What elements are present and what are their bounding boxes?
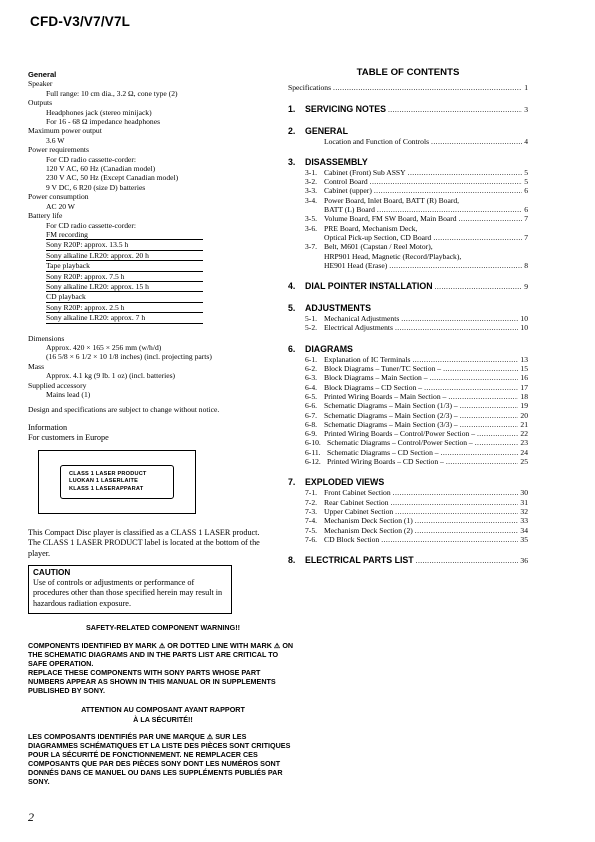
caution-text: Use of controls or adjustments or performance of procedures other than those specified herein may result in hazardous radiation exposure. <box>33 577 223 608</box>
toc-sub-entry[interactable] <box>288 448 528 457</box>
toc-entry-page: 5 <box>524 177 528 187</box>
safety-warning-title-fr: À LA SÉCURITÉ!! <box>133 714 193 724</box>
toc-entry-page: 9 <box>524 282 528 292</box>
toc-sub-label: HE901 Head (Erase) <box>324 260 388 270</box>
toc-entry-page: 7 <box>524 214 528 224</box>
toc-entry-page: 22 <box>520 429 528 439</box>
toc-entry-label: Specifications <box>288 83 332 93</box>
toc-entry-page: 8 <box>524 260 528 270</box>
toc-sub-number: 6-10. <box>305 438 321 448</box>
toc-sub-entry[interactable] <box>288 535 528 544</box>
toc-sub-label: Schematic Diagrams – CD Section – <box>327 447 439 457</box>
battery-row: Sony alkaline LR20: approx. 15 h <box>46 282 203 292</box>
outputs-label: Outputs <box>28 98 53 108</box>
chapter-title: ELECTRICAL PARTS LIST <box>305 555 414 566</box>
toc-sub-label: CD Block Section <box>324 534 380 544</box>
toc-sub-label: Power Board, Inlet Board, BATT (R) Board, <box>324 195 460 205</box>
toc-sub-label: Electrical Adjustments <box>324 323 393 333</box>
toc-sub-entry[interactable] <box>288 438 528 447</box>
battery-life-intro: For CD radio cassette-corder: <box>46 220 137 230</box>
toc-sub-label: Volume Board, FM SW Board, Main Board <box>324 214 457 224</box>
class-statement: This Compact Disc player is classified as a CLASS 1 LASER product. <box>28 527 260 537</box>
toc-sub-entry[interactable] <box>288 168 528 177</box>
europe-subheading: For customers in Europe <box>28 433 109 443</box>
toc-entry-page: 7 <box>524 232 528 242</box>
toc-sub-number: 6-2. <box>305 364 318 374</box>
battery-row: Sony R20P: approx. 13.5 h <box>46 240 203 250</box>
battery-row: Sony R20P: approx. 7.5 h <box>46 272 203 282</box>
toc-chapter-7-items <box>288 488 528 544</box>
power-requirements-line: 230 V AC, 50 Hz (Except Canadian model) <box>46 173 179 183</box>
toc-entry-page: 13 <box>520 354 528 364</box>
toc-sub-number: 6-5. <box>305 391 318 401</box>
power-requirements-line: 9 V DC, 6 R20 (size D) batteries <box>46 182 146 192</box>
toc-chapter-2-items <box>288 137 528 146</box>
toc-chapter-1[interactable] <box>288 104 528 115</box>
toc-sub-number: 6-11. <box>305 447 321 457</box>
safety-warning-title-fr: ATTENTION AU COMPOSANT AYANT RAPPORT <box>81 705 245 715</box>
toc-sub-label: Cabinet (upper) <box>324 186 372 196</box>
toc-entry-page: 6 <box>524 205 528 215</box>
chapter-number: 5. <box>288 303 296 314</box>
toc-sub-entry[interactable] <box>288 498 528 507</box>
toc-sub-label: Printed Wiring Boards – CD Section – <box>327 457 444 467</box>
toc-entry-page: 21 <box>520 419 528 429</box>
speaker-label: Speaker <box>28 79 53 89</box>
toc-sub-number: 3-1. <box>305 167 318 177</box>
laser-label-line: KLASS 1 LASERAPPARAT <box>69 485 144 492</box>
chapter-title: DIAGRAMS <box>305 343 353 354</box>
toc-sub-entry[interactable] <box>288 323 528 332</box>
page-number: 2 <box>28 810 34 824</box>
toc-entry-page: 33 <box>520 516 528 526</box>
toc-entry-page: 35 <box>520 534 528 544</box>
safety-warning-text-fr: LES COMPOSANTS IDENTIFIÉS PAR UNE MARQUE ⚠ SUR LES DIAGRAMMES SCHÉMATIQUES ET LA LISTE DES PIÈCES SONT CRITIQUES POUR LA SÉCURITÉ DE FONCTIONNEMENT. NE REMPLACER CES COMPOSANTS QUE PAR DES PIÈCES SONY DONT LES NUMÉROS SONT DONNÉS DANS CE MANUEL OU DANS LES SUPPLÉMENTS PUBLIÉS PAR SONY. <box>28 732 291 787</box>
safety-warning-text: REPLACE THESE COMPONENTS WITH SONY PARTS WHOSE PART NUMBERS APPEAR AS SHOWN IN THIS MANUAL OR IN SUPPLEMENTS PUBLISHED BY SONY. <box>28 667 276 696</box>
toc-sub-entry[interactable] <box>288 373 528 382</box>
toc-entry-page: 1 <box>524 83 528 93</box>
toc-sub-number: 7-1. <box>305 488 318 498</box>
toc-sub-number: 3-5. <box>305 214 318 224</box>
chapter-number: 4. <box>288 281 296 292</box>
chapter-number: 1. <box>288 103 296 114</box>
toc-sub-number: 7-6. <box>305 534 318 544</box>
toc-sub-entry[interactable] <box>288 186 528 195</box>
laser-label-line: CLASS 1 LASER PRODUCT <box>69 470 147 477</box>
toc-chapter-3[interactable] <box>288 157 528 168</box>
toc-entry-page: 16 <box>520 373 528 383</box>
toc-sub-entry[interactable] <box>288 383 528 392</box>
toc-sub-number: 6-1. <box>305 354 318 364</box>
toc-entry-page: 34 <box>520 525 528 535</box>
power-requirements-line: 120 V AC, 60 Hz (Canadian model) <box>46 164 156 174</box>
toc-sub-label: Location and Function of Controls <box>324 136 430 146</box>
toc-entry-page: 17 <box>520 382 528 392</box>
toc-sub-number: 7-2. <box>305 497 318 507</box>
max-power-value: 3.6 W <box>46 135 65 145</box>
toc-sub-number: 3-7. <box>305 242 318 252</box>
battery-row: FM recording <box>46 230 203 240</box>
toc-sub-label: Mechanism Deck Section (1) <box>324 516 413 526</box>
toc-chapter-2[interactable] <box>288 126 528 137</box>
toc-chapter-5[interactable] <box>288 303 528 314</box>
toc-sub-number: 7-3. <box>305 506 318 516</box>
mass-label: Mass <box>28 361 45 371</box>
toc-chapter-7[interactable] <box>288 477 528 488</box>
chapter-number: 6. <box>288 343 296 354</box>
toc-sub-entry[interactable] <box>288 355 528 364</box>
toc-sub-number: 5-1. <box>305 314 318 324</box>
toc-sub-label: Upper Cabinet Section <box>324 506 394 516</box>
toc-sub-label: Block Diagrams – CD Section – <box>324 382 423 392</box>
toc-sub-entry[interactable] <box>288 364 528 373</box>
toc-entry-page: 25 <box>520 457 528 467</box>
chapter-number: 2. <box>288 125 296 136</box>
toc-sub-label: Schematic Diagrams – Control/Power Section – <box>327 438 473 448</box>
toc-sub-entry[interactable] <box>288 252 528 261</box>
toc-entry-page: 6 <box>524 186 528 196</box>
toc-sub-number: 5-2. <box>305 323 318 333</box>
toc-chapter-8[interactable] <box>288 555 528 566</box>
chapter-title: DISASSEMBLY <box>305 156 368 167</box>
toc-sub-entry[interactable] <box>288 488 528 497</box>
toc-sub-entry[interactable] <box>288 137 528 146</box>
laser-product-label <box>60 465 174 499</box>
toc-sub-label: Printed Wiring Boards – Control/Power Section – <box>324 429 475 439</box>
max-power-label: Maximum power output <box>28 126 102 136</box>
toc-sub-entry[interactable] <box>288 196 528 205</box>
dimensions-line: (16 5/8 × 6 1/2 × 10 1/8 inches) (incl. projecting parts) <box>46 352 212 362</box>
toc-sub-entry[interactable] <box>288 314 528 323</box>
toc-sub-entry[interactable] <box>288 177 528 186</box>
toc-sub-label: HRP901 Head, Magnetic (Record/Playback), <box>324 251 462 261</box>
safety-warning-title: SAFETY-RELATED COMPONENT WARNING!! <box>86 623 240 633</box>
toc-entry-page: 10 <box>520 314 528 324</box>
toc-sub-entry[interactable] <box>288 401 528 410</box>
specifications-column <box>28 70 294 787</box>
toc-sub-entry[interactable] <box>288 526 528 535</box>
information-heading: Information <box>28 422 68 432</box>
label-location-statement: The CLASS 1 LASER PRODUCT label is located at the bottom of the player. <box>28 538 260 558</box>
toc-entry-page: 30 <box>520 488 528 498</box>
toc-entry-page: 23 <box>520 438 528 448</box>
chapter-title: DIAL POINTER INSTALLATION <box>305 281 433 292</box>
model-title: CFD-V3/V7/V7L <box>30 14 131 29</box>
toc-sub-entry[interactable] <box>288 233 528 242</box>
toc-sub-number: 6-9. <box>305 429 318 439</box>
caution-title: CAUTION <box>33 568 71 578</box>
caution-box <box>28 565 232 614</box>
power-consumption-value: AC 20 W <box>46 201 75 211</box>
toc-sub-label: Schematic Diagrams – Main Section (3/3) – <box>324 419 458 429</box>
battery-life-table <box>46 230 203 324</box>
toc-sub-label: Printed Wiring Boards – Main Section – <box>324 391 447 401</box>
toc-chapter-4[interactable] <box>288 281 528 292</box>
toc-sub-entry[interactable] <box>288 392 528 401</box>
chapter-title: ADJUSTMENTS <box>305 303 371 314</box>
toc-sub-number: 7-4. <box>305 516 318 526</box>
toc-sub-entry[interactable] <box>288 242 528 251</box>
laser-label-frame <box>38 450 196 514</box>
accessory-label: Supplied accessory <box>28 380 87 390</box>
battery-row: Sony R20P: approx. 2.5 h <box>46 303 203 313</box>
toc-entry-page: 36 <box>520 556 528 566</box>
toc-entry-page: 4 <box>524 136 528 146</box>
design-disclaimer: Design and specifications are subject to change without notice. <box>28 405 220 415</box>
toc-sub-number: 6-4. <box>305 382 318 392</box>
toc-sub-label: Block Diagrams – Tuner/TC Section – <box>324 364 442 374</box>
chapter-title: SERVICING NOTES <box>305 103 386 114</box>
toc-sub-entry[interactable] <box>288 261 528 270</box>
mass-value: Approx. 4.1 kg (9 lb. 1 oz) (incl. batteries) <box>46 371 176 381</box>
toc-entry-page: 3 <box>524 104 528 114</box>
power-requirements-line: For CD radio cassette-corder: <box>46 154 137 164</box>
toc-title: TABLE OF CONTENTS <box>356 67 460 78</box>
toc-sub-number: 3-4. <box>305 195 318 205</box>
toc-sub-number: 3-3. <box>305 186 318 196</box>
toc-chapter-6[interactable] <box>288 344 528 355</box>
toc-sub-number: 3-6. <box>305 223 318 233</box>
toc-sub-label: Belt, M601 (Capstan / Reel Motor), <box>324 242 433 252</box>
toc-sub-number: 6-6. <box>305 401 318 411</box>
toc-sub-label: Schematic Diagrams – Main Section (1/3) – <box>324 401 458 411</box>
toc-sub-number: 6-12. <box>305 457 321 467</box>
toc-sub-label: Block Diagrams – Main Section – <box>324 373 428 383</box>
toc-sub-number: 6-3. <box>305 373 318 383</box>
chapter-number: 8. <box>288 555 296 566</box>
laser-label-line: LUOKAN 1 LASERLAITE <box>69 478 139 485</box>
toc-sub-label: Explanation of IC Terminals <box>324 354 411 364</box>
dimensions-line: Approx. 420 × 165 × 256 mm (w/h/d) <box>46 342 162 352</box>
battery-life-label: Battery life <box>28 211 63 221</box>
toc-chapter-3-items <box>288 168 528 270</box>
toc-entry-page: 18 <box>520 391 528 401</box>
chapter-number: 3. <box>288 156 296 167</box>
general-heading: General <box>28 70 57 79</box>
dimensions-label: Dimensions <box>28 333 65 343</box>
chapter-title: GENERAL <box>305 125 349 136</box>
toc-chapter-5-items <box>288 314 528 333</box>
toc-sub-entry[interactable] <box>288 457 528 466</box>
toc-sub-number: 7-5. <box>305 525 318 535</box>
toc-sub-label: Mechanism Deck Section (2) <box>324 525 413 535</box>
chapter-number: 7. <box>288 477 296 488</box>
battery-row: CD playback <box>46 292 203 302</box>
toc-entry-page: 15 <box>520 364 528 374</box>
toc-sub-entry[interactable] <box>288 516 528 525</box>
power-consumption-label: Power consumption <box>28 192 89 202</box>
toc-sub-label: BATT (L) Board <box>324 205 375 215</box>
toc-entry-page: 24 <box>520 447 528 457</box>
toc-entry-specifications[interactable] <box>288 83 528 92</box>
battery-row: Sony alkaline LR20: approx. 20 h <box>46 251 203 261</box>
toc-sub-number: 3-2. <box>305 177 318 187</box>
toc-entry-page: 31 <box>520 497 528 507</box>
toc-sub-entry[interactable] <box>288 205 528 214</box>
battery-row: Tape playback <box>46 261 203 271</box>
toc-entry-page: 19 <box>520 401 528 411</box>
toc-sub-entry[interactable] <box>288 214 528 223</box>
toc-entry-page: 32 <box>520 506 528 516</box>
toc-entry-page: 20 <box>520 410 528 420</box>
battery-row: Sony alkaline LR20: approx. 7 h <box>46 313 203 323</box>
toc-entry-page: 5 <box>524 167 528 177</box>
toc-sub-entry[interactable] <box>288 224 528 233</box>
accessory-value: Mains lead (1) <box>46 390 91 399</box>
table-of-contents <box>288 68 528 566</box>
toc-sub-label: PRE Board, Mechanism Deck, <box>324 223 418 233</box>
toc-sub-label: Control Board <box>324 177 368 187</box>
toc-sub-label: Optical Pick-up Section, CD Board <box>324 232 432 242</box>
toc-sub-entry[interactable] <box>288 507 528 516</box>
toc-sub-label: Front Cabinet Section <box>324 488 391 498</box>
safety-warning-text: COMPONENTS IDENTIFIED BY MARK ⚠ OR DOTTED LINE WITH MARK ⚠ ON THE SCHEMATIC DIAGRAMS AND IN THE PARTS LIST ARE CRITICAL TO SAFE OPERATION. <box>28 640 294 668</box>
toc-chapter-6-items <box>288 355 528 467</box>
outputs-line: For 16 - 68 Ω impedance headphones <box>46 117 161 127</box>
chapter-title: EXPLODED VIEWS <box>305 477 385 488</box>
speaker-value: Full range: 10 cm dia., 3.2 Ω, cone type (2) <box>46 88 178 98</box>
outputs-line: Headphones jack (stereo minijack) <box>46 107 152 117</box>
toc-sub-entry[interactable] <box>288 411 528 420</box>
toc-sub-number: 6-7. <box>305 410 318 420</box>
power-requirements-label: Power requirements <box>28 145 89 155</box>
toc-sub-label: Cabinet (Front) Sub ASSY <box>324 167 406 177</box>
toc-sub-label: Rear Cabinet Section <box>324 497 389 507</box>
toc-sub-number: 6-8. <box>305 419 318 429</box>
toc-entry-page: 10 <box>520 323 528 333</box>
toc-sub-entry[interactable] <box>288 420 528 429</box>
toc-sub-label: Schematic Diagrams – Main Section (2/3) – <box>324 410 458 420</box>
toc-sub-label: Mechanical Adjustments <box>324 314 400 324</box>
toc-sub-entry[interactable] <box>288 429 528 438</box>
